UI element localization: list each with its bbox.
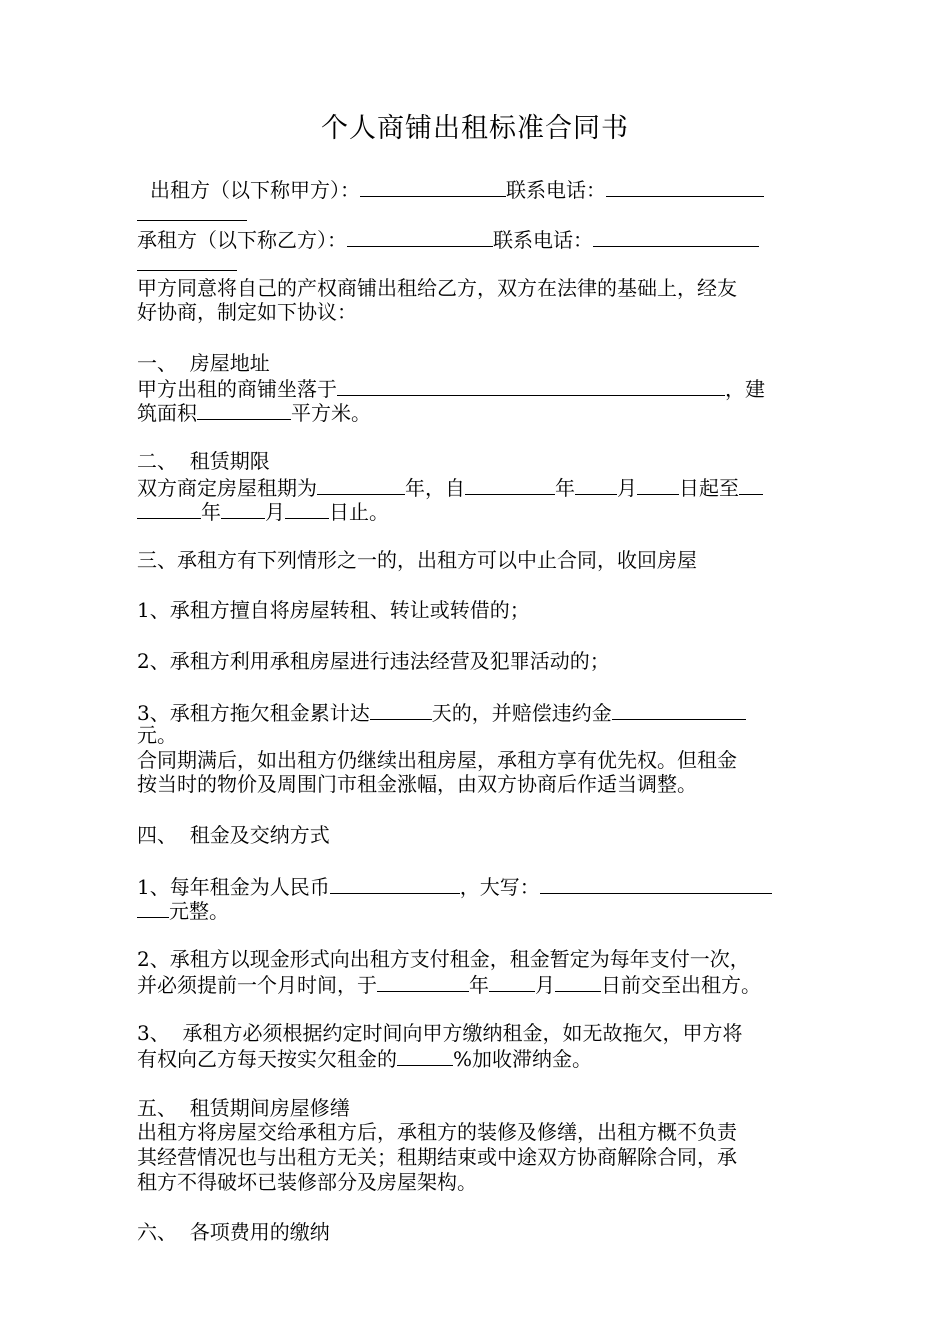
until-label: 日起至 [679, 476, 739, 500]
section-4-item-3-cont [137, 1045, 592, 1069]
renewal-line-1: 合同期满后，如出租方仍继续出租房屋，承租方享有优先权。但租金 [137, 748, 737, 772]
lessee-line [137, 226, 759, 250]
lease-term-label: 双方商定房屋租期为 [137, 476, 317, 500]
payment-day-blank [555, 971, 601, 992]
shop-location-label: 甲方出租的商铺坐落于 [137, 377, 337, 401]
lease-from-label: 年，自 [405, 476, 465, 500]
section-4-heading: 四、 租金及交纳方式 [137, 823, 330, 847]
payment-deadline-text: 日前交至出租方。 [601, 973, 761, 997]
lessor-label: 出租方（以下称甲方）： [150, 178, 360, 202]
section-2-line-1 [137, 474, 763, 498]
document-title: 个人商铺出租标准合同书 [321, 113, 629, 144]
penalty-amount-blank [612, 699, 746, 720]
late-fee-label: 有权向乙方每天按实欠租金的 [137, 1047, 397, 1071]
section-5-heading: 五、 租赁期间房屋修缮 [137, 1096, 350, 1120]
lessee-phone-label: 联系电话： [493, 228, 593, 252]
section-1-heading: 一、 房屋地址 [137, 351, 270, 375]
lease-years-blank [317, 474, 405, 495]
arrears-label: 3、承租方拖欠租金累计达 [137, 701, 370, 725]
payment-year-blank [377, 971, 469, 992]
lessor-phone-label: 联系电话： [506, 178, 606, 202]
lessee-name-blank [347, 226, 493, 247]
section-1-text: ，建 [725, 377, 765, 401]
end-year-blank [739, 474, 763, 495]
section-3-item-3-cont: 元。 [137, 723, 177, 747]
lessor-phone-blank [606, 176, 764, 197]
start-month-blank [575, 474, 617, 495]
section-1-line-2 [137, 399, 371, 423]
section-4-item-1-cont [137, 897, 229, 921]
month-label: 月 [265, 500, 285, 524]
start-year-blank [465, 474, 555, 495]
floor-area-label: 筑面积 [137, 401, 197, 425]
late-fee-percent-blank [397, 1045, 453, 1066]
year-label: 年 [201, 500, 221, 524]
payment-month-blank [489, 971, 535, 992]
section-3-item-3 [137, 699, 746, 723]
section-5-line-3: 租方不得破坏已装修部分及房屋架构。 [137, 1170, 477, 1194]
yuan-label: 元整。 [169, 899, 229, 923]
lessor-name-blank [360, 176, 506, 197]
lessor-phone-continuation [137, 200, 247, 224]
section-3-item-2: 2、承租方利用承租房屋进行违法经营及犯罪活动的； [137, 649, 610, 673]
lessee-phone-blank-cont [137, 250, 237, 271]
capital-amount-blank [540, 873, 772, 894]
end-month-blank [221, 498, 265, 519]
lessee-phone-continuation [137, 250, 237, 274]
annual-rent-label: 1、每年租金为人民币 [137, 875, 330, 899]
arrears-days-blank [370, 699, 432, 720]
month-label: 月 [535, 973, 555, 997]
renewal-line-2: 按当时的物价及周围门市租金涨幅，由双方协商后作适当调整。 [137, 772, 697, 796]
floor-area-unit: 平方米。 [291, 401, 371, 425]
section-3-item-1: 1、承租方擅自将房屋转租、转让或转借的； [137, 598, 530, 622]
annual-rent-blank [330, 873, 460, 894]
start-day-blank [637, 474, 679, 495]
section-4-item-2-cont [137, 971, 761, 995]
section-4-item-2: 2、承租方以现金形式向出租方支付租金，租金暂定为每年支付一次， [137, 947, 750, 971]
section-4-item-3: 3、 承租方必须根据约定时间向甲方缴纳租金，如无故拖欠，甲方将 [137, 1021, 743, 1045]
section-2-heading: 二、 租赁期限 [137, 449, 270, 473]
section-6-heading: 六、 各项费用的缴纳 [137, 1220, 330, 1244]
penalty-label: 天的，并赔偿违约金 [431, 701, 612, 725]
section-1-line-1 [137, 375, 765, 399]
lessee-phone-blank [593, 226, 759, 247]
shop-location-blank [337, 375, 725, 396]
late-fee-text: %加收滞纳金。 [453, 1047, 593, 1071]
section-3-heading: 三、承租方有下列情形之一的，出租方可以中止合同，收回房屋 [137, 548, 697, 572]
section-2-line-2 [137, 498, 389, 522]
intro-line-1: 甲方同意将自己的产权商铺出租给乙方，双方在法律的基础上，经友 [137, 276, 737, 300]
capital-amount-label: ，大写： [459, 875, 540, 899]
year-label: 年 [469, 973, 489, 997]
end-year-blank-cont [137, 498, 201, 519]
year-label: 年 [555, 476, 575, 500]
section-5-line-1: 出租方将房屋交给承租方后，承租方的装修及修缮，出租方概不负责 [137, 1120, 737, 1144]
section-4-item-1 [137, 873, 772, 897]
capital-amount-blank-cont [137, 897, 169, 918]
payment-date-label: 并必须提前一个月时间，于 [137, 973, 377, 997]
day-end-label: 日止。 [329, 500, 389, 524]
month-label: 月 [617, 476, 637, 500]
end-day-blank [285, 498, 329, 519]
lessor-line [150, 176, 764, 200]
floor-area-blank [197, 399, 291, 420]
section-5-line-2: 其经营情况也与出租方无关；租期结束或中途双方协商解除合同，承 [137, 1145, 737, 1169]
intro-line-2: 好协商，制定如下协议： [137, 300, 357, 324]
lessee-label: 承租方（以下称乙方）： [137, 228, 347, 252]
lessor-phone-blank-cont [137, 200, 247, 221]
